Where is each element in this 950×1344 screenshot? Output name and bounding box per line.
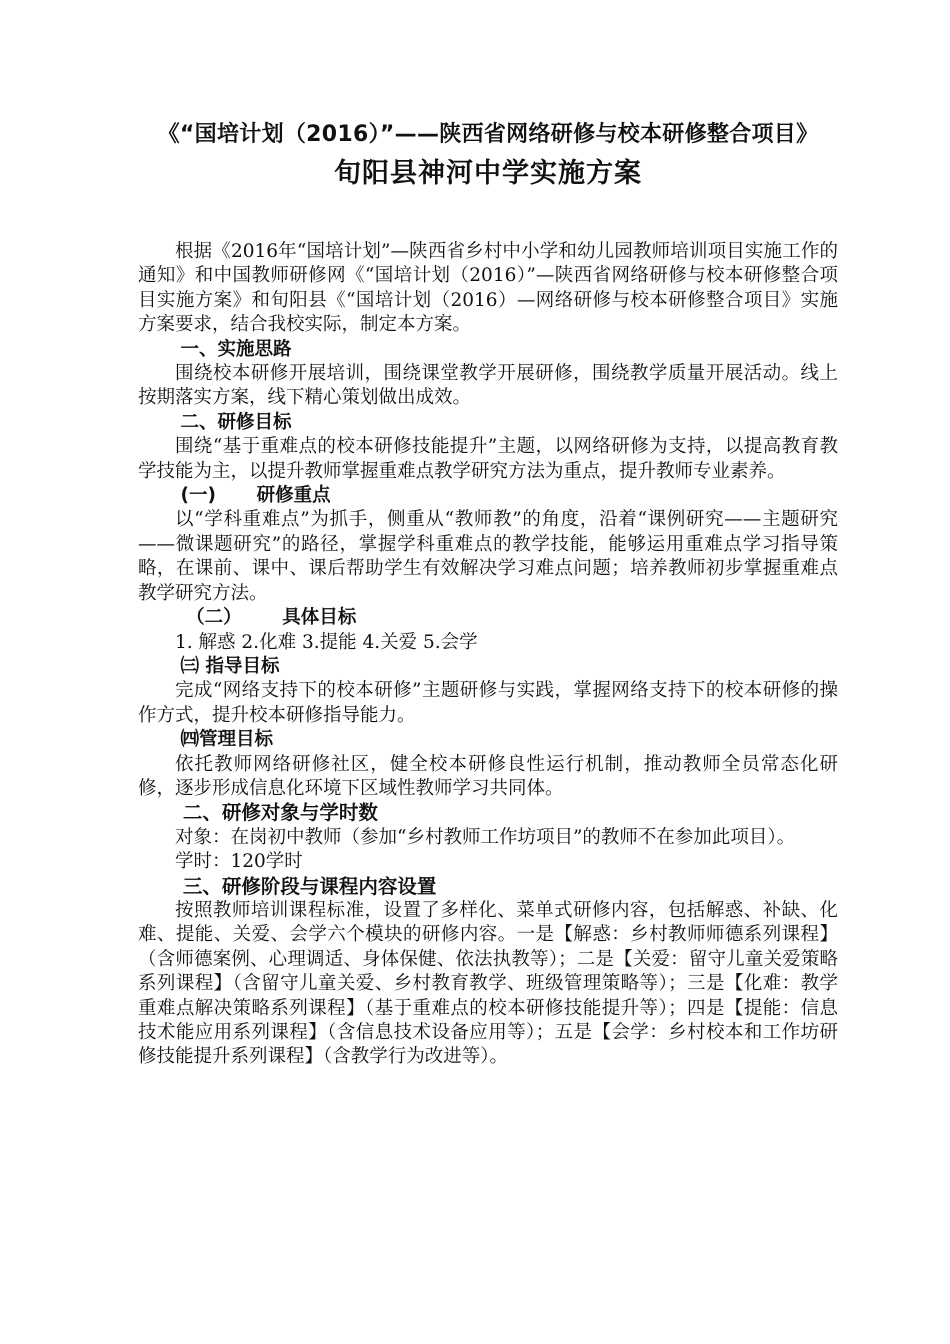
intro-paragraph: 根据《2016年“国培计划”—陕西省乡村中小学和幼儿园教师培训项目实施工作的通知》和中国教师研修网《“国培计划（2016）”—陕西省网络研修与校本研修整合项目实施方案》和旬阳县《“国培计划（2016）—网络研修与校本研修整合项目》实施方案要求，结合我校实际，制定本方案。 xyxy=(138,241,838,336)
section-1-text: 围绕校本研修开展培训，围绕课堂教学开展研修，围绕教学质量开展活动。线上按期落实方案，线下精心策划做出成效。 xyxy=(138,363,838,409)
document-title-line1: 《“国培计划（2016）”——陕西省网络研修与校本研修整合项目》 xyxy=(157,122,819,147)
section-2-text: 围绕“基于重难点的校本研修技能提升”主题，以网络研修为支持，以提高教育教学技能为主，以提升教师掌握重难点教学研究方法为重点，提升教师专业素养。 xyxy=(138,436,838,482)
section-3-hours: 学时：120学时 xyxy=(175,851,303,873)
section-1-heading: 一、实施思路 xyxy=(180,338,292,360)
section-3-target: 对象：在岗初中教师（参加“乡村教师工作坊项目”的教师不在参加此项目）。 xyxy=(175,826,796,848)
subsection-1-number: (一) xyxy=(180,485,216,507)
subsection-1-title: 研修重点 xyxy=(256,485,331,507)
subsection-2-title: 具体目标 xyxy=(282,607,357,629)
section-3-heading: 二、研修对象与学时数 xyxy=(182,801,378,825)
subsection-1-text: 以“学科重难点”为抓手，侧重从“教师教”的角度，沿着“课例研究——主题研究——微课题研究”的路径，掌握学科重难点的教学技能，能够运用重难点学习指导策略，在课前、课中、课后帮助学生有效解决学习难点问题；培养教师初步掌握重难点教学研究方法。 xyxy=(138,509,838,604)
section-4-text: 按照教师培训课程标准，设置了多样化、菜单式研修内容，包括解惑、补缺、化难、提能、关爱、会学六个模块的研修内容。一是【解惑：乡村教师师德系列课程】（含师德案例、心理调适、身体保健、依法执教等）；二是【关爱：留守儿童关爱策略系列课程】（含留守儿童关爱、乡村教育教学、班级管理策略等）；三是【化难：教学重难点解决策略系列课程】（基于重难点的校本研修技能提升等）；四是【提能：信息技术能应用系列课程】（含信息技术设备应用等）；五是【会学：乡村校本和工作坊研修技能提升系列课程】（含教学行为改进等）。 xyxy=(138,899,838,1068)
subsection-4-text: 依托教师网络研修社区，健全校本研修良性运行机制，推动教师全员常态化研修，逐步形成信息化环境下区域性教师学习共同体。 xyxy=(138,753,838,799)
subsection-1-heading xyxy=(138,484,838,508)
subsection-2-text: 1. 解惑 2.化难 3.提能 4.关爱 5.会学 xyxy=(175,631,478,653)
document-body xyxy=(138,240,838,1070)
subsection-2-number: （二） xyxy=(186,607,242,629)
subsection-4-heading: ㈣管理目标 xyxy=(180,729,274,751)
document-title-main: 旬阳县神河中学实施方案 xyxy=(334,158,642,189)
section-2-heading: 二、研修目标 xyxy=(180,411,292,433)
subsection-3-heading: ㈢ 指导目标 xyxy=(180,655,280,677)
subsection-2-heading xyxy=(138,606,838,630)
document-page xyxy=(138,118,838,1070)
section-4-heading: 三、研修阶段与课程内容设置 xyxy=(182,874,437,898)
subsection-3-text: 完成“网络支持下的校本研修”主题研修与实践，掌握网络支持下的校本研修的操作方式，提升校本研修指导能力。 xyxy=(138,680,838,726)
